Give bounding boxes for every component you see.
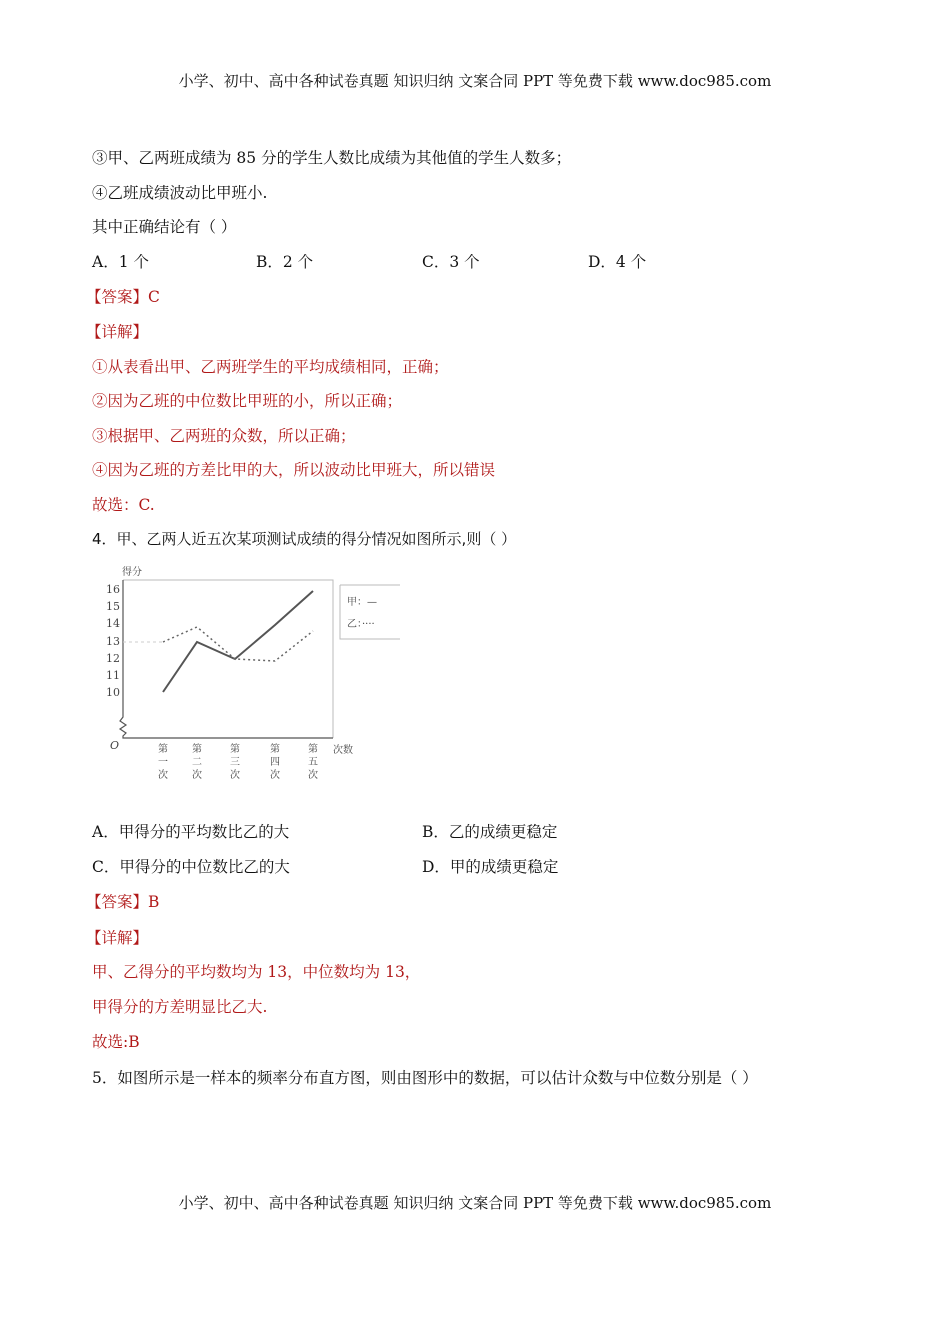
svg-text:第: 第	[158, 744, 168, 755]
svg-text:二: 二	[192, 757, 202, 768]
q4-detail-label: 【详解】	[86, 929, 149, 947]
q3-prompt: 其中正确结论有（ ）	[92, 218, 237, 236]
legend-jia: 甲：—	[347, 597, 377, 608]
axes	[120, 580, 333, 738]
y-ticks	[106, 583, 120, 699]
origin-label: O	[110, 739, 120, 752]
svg-text:13: 13	[106, 635, 120, 648]
svg-text:次: 次	[270, 770, 280, 781]
q3-detail-4: ④因为乙班的方差比甲的大，所以波动比甲班大，所以错误	[92, 461, 496, 479]
q3-conclusion: 故选：C.	[92, 496, 155, 514]
series-jia-line	[163, 591, 313, 692]
q3-option-b: B．2 个	[256, 253, 314, 271]
q4-detail-2: 甲得分的方差明显比乙大.	[92, 998, 268, 1016]
q3-detail-3: ③根据甲、乙两班的众数，所以正确；	[92, 427, 356, 445]
q3-detail-1: ①从表看出甲、乙两班学生的平均成绩相同，正确；	[92, 358, 449, 376]
q3-detail-label: 【详解】	[86, 323, 149, 341]
svg-text:次: 次	[230, 770, 240, 781]
score-line-chart	[100, 555, 410, 795]
q3-option-d: D．4 个	[588, 253, 647, 271]
q4-option-d: D．甲的成绩更稳定	[422, 858, 559, 876]
svg-text:第: 第	[230, 744, 240, 755]
chart-svg	[100, 555, 410, 795]
plot-frame	[123, 580, 333, 738]
q4-answer: 【答案】B	[86, 893, 160, 911]
legend-box	[340, 585, 400, 639]
y-axis-label: 得分	[122, 567, 142, 578]
svg-text:第: 第	[308, 744, 318, 755]
q5-stem: 5．如图所示是一样本的频率分布直方图，则由图形中的数据，可以估计众数与中位数分别是（ ）	[92, 1069, 758, 1087]
svg-text:五: 五	[308, 757, 318, 768]
q3-detail-2: ②因为乙班的中位数比甲班的小，所以正确；	[92, 392, 403, 410]
q4-stem: 4．甲、乙两人近五次某项测试成绩的得分情况如图所示,则（ ）	[92, 530, 517, 548]
q4-detail-1: 甲、乙得分的平均数均为 13，中位数均为 13，	[92, 963, 421, 981]
q3-option-a: A．1 个	[92, 253, 149, 271]
q3-option-c: C．3 个	[422, 253, 480, 271]
svg-text:第: 第	[270, 744, 280, 755]
q4-option-c: C．甲得分的中位数比乙的大	[92, 858, 290, 876]
svg-text:一: 一	[158, 757, 168, 768]
page-header: 小学、初中、高中各种试卷真题 知识归纳 文案合同 PPT 等免费下载 www.doc985.com	[178, 72, 772, 90]
legend-yi: 乙：····	[347, 619, 375, 630]
svg-text:11: 11	[106, 669, 120, 682]
q4-option-a: A．甲得分的平均数比乙的大	[92, 823, 290, 841]
svg-text:第: 第	[192, 744, 202, 755]
q3-answer: 【答案】C	[86, 288, 160, 306]
q3-statement-4: ④乙班成绩波动比甲班小.	[92, 184, 268, 202]
svg-text:三: 三	[230, 757, 240, 768]
page-footer: 小学、初中、高中各种试卷真题 知识归纳 文案合同 PPT 等免费下载 www.doc985.com	[178, 1194, 772, 1212]
svg-text:10: 10	[106, 686, 120, 699]
q3-statement-3: ③甲、乙两班成绩为 85 分的学生人数比成绩为其他值的学生人数多；	[92, 149, 572, 167]
svg-text:四: 四	[270, 757, 280, 768]
svg-text:次: 次	[308, 770, 318, 781]
svg-text:16: 16	[106, 583, 120, 596]
q4-conclusion: 故选:B	[92, 1033, 140, 1051]
x-ticks	[158, 742, 318, 781]
svg-text:次: 次	[192, 770, 202, 781]
svg-text:次: 次	[158, 770, 168, 781]
x-axis-label: 次数	[333, 745, 353, 756]
svg-text:15: 15	[106, 600, 120, 613]
svg-text:12: 12	[106, 652, 120, 665]
svg-text:14: 14	[106, 617, 120, 630]
q4-option-b: B．乙的成绩更稳定	[422, 823, 558, 841]
